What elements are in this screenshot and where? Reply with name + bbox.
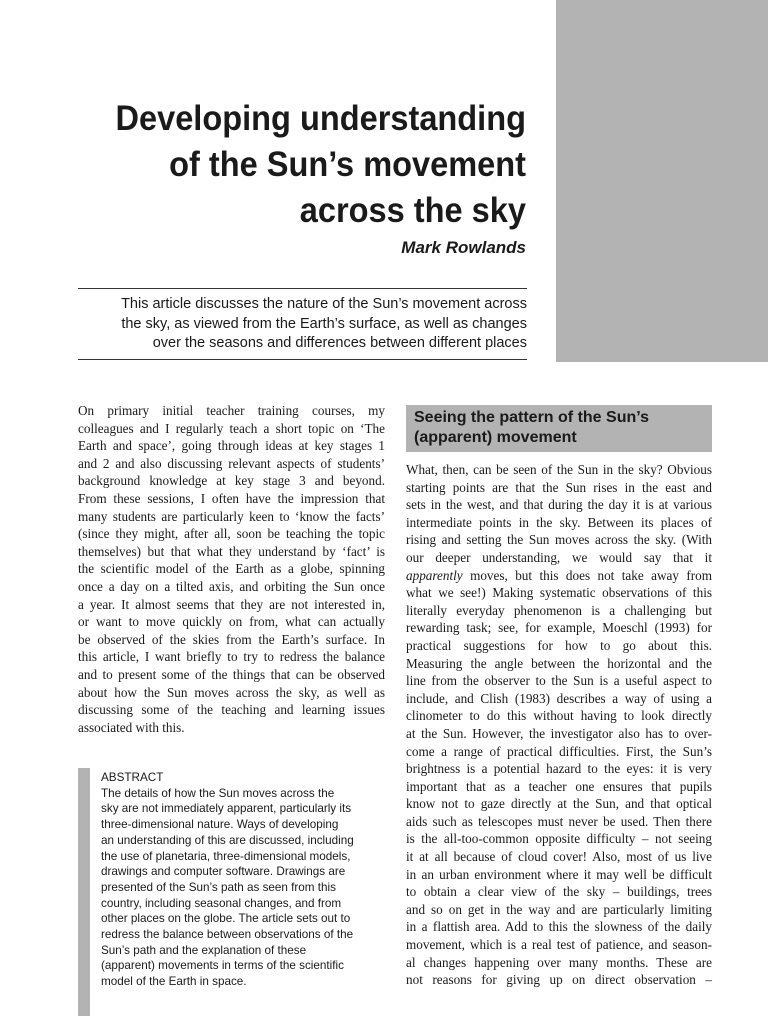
title-line: Developing understanding xyxy=(115,99,526,138)
text-line: starting points are that the Sun rises in the east and xyxy=(406,479,712,495)
text-line: movement, which is a real test of patience, and season- xyxy=(406,937,712,953)
abstract-line: (apparent) movements in terms of the scientific xyxy=(101,959,344,973)
abstract-box xyxy=(78,768,388,1016)
abstract-line: other places on the globe. The article sets out to xyxy=(101,912,351,926)
text-line: clinometer to do this without having to look directly xyxy=(406,708,712,724)
text-line: in an urban environment where it may well be difficult xyxy=(406,866,712,882)
text-line: and 2 and also discussing relevant aspects of students’ xyxy=(78,455,385,471)
title-line: across the sky xyxy=(299,191,526,230)
abstract-line: redress the balance between observations of the xyxy=(101,928,354,942)
text-line: it at all because of cloud cover! Also, most of us live xyxy=(406,849,712,865)
title-line: of the Sun’s movement xyxy=(169,145,527,184)
text-line: apparently moves, but this does not take away from xyxy=(406,567,712,583)
text-line: about how the Sun moves across the sky, as well as xyxy=(78,684,385,700)
text-line: (since they might, after all, soon be teaching the topic xyxy=(78,526,385,542)
text-line: On primary initial teacher training courses, my xyxy=(78,403,385,418)
section-heading-line: Seeing the pattern of the Sun’s xyxy=(414,409,649,426)
text-line: once a day on a tilted axis, and orbiting the Sun once xyxy=(78,578,385,594)
emphasis-word: apparently xyxy=(406,567,463,583)
summary-line: the sky, as viewed from the Earth’s surface, as well as changes xyxy=(121,315,527,332)
text-line: know not to gaze directly at the Sun, and that optical xyxy=(406,796,712,812)
intro-paragraph xyxy=(78,402,385,736)
abstract-line: drawings and computer software. Drawings are xyxy=(101,865,346,879)
section-heading-line: (apparent) movement xyxy=(414,429,577,446)
text-line: the scientific model of the Earth as a globe, spinning xyxy=(78,561,385,577)
abstract-line: model of the Earth in space. xyxy=(101,975,247,989)
abstract-side-bar xyxy=(78,768,90,1016)
text-line: in a flattish area. Add to this the slowness of the daily xyxy=(406,919,712,935)
text-line: our deeper understanding, we would say that it xyxy=(406,549,712,565)
text-line: at the Sun. However, the investigator also has to over- xyxy=(406,725,712,741)
text-line: discussing some of the teaching and learning issues xyxy=(78,702,385,718)
abstract-heading: ABSTRACT xyxy=(101,771,164,784)
summary-line: over the seasons and differences between different places xyxy=(152,335,527,351)
text-line: this article, I want briefly to try to redress the balance xyxy=(78,649,385,665)
text-line: is the all-too-common opposite difficulty – not seeing xyxy=(406,831,712,847)
text-line: and to present some of the things that can be observed xyxy=(78,666,385,682)
abstract-text xyxy=(101,770,391,990)
text-line: Measuring the angle between the horizontal and the xyxy=(406,655,712,671)
text-line: to obtain a clear view of the sky – buildings, trees xyxy=(406,884,712,900)
abstract-line: Sun’s path and the explanation of these xyxy=(101,943,307,957)
text-line: not reasons for giving up on direct observation – xyxy=(406,972,712,988)
abstract-line: the use of planetaria, three-dimensional models, xyxy=(101,849,351,863)
text-line: a year. It almost seems that they are not interested in, xyxy=(78,596,385,612)
text-line: rewarding task; see, for example, Moeschl (1993) for xyxy=(406,620,712,636)
text-line: brightness is a potential hazard to the eyes: it is very xyxy=(406,761,712,777)
abstract-line: country, including seasonal changes, and from xyxy=(101,896,342,910)
body-paragraph xyxy=(406,461,712,989)
text-line: What, then, can be seen of the Sun in the sky? Obvious xyxy=(406,462,712,477)
text-line: Earth and space’, going through ideas at key stages 1 xyxy=(78,438,385,454)
text-line: al changes happening over many months. These are xyxy=(406,954,712,970)
text-line: many students are particularly keen to ‘know the facts’ xyxy=(78,508,385,524)
text-line: associated with this. xyxy=(78,719,185,735)
abstract-line: presented of the Sun’s path as seen from this xyxy=(101,880,336,894)
text-line: intermediate points in the sky. Between its places of xyxy=(406,514,712,530)
text-line: include, and Clish (1983) describes a way of using a xyxy=(406,690,712,706)
abstract-line: The details of how the Sun moves across the xyxy=(101,786,335,800)
abstract-line: an understanding of this are discussed, including xyxy=(101,833,354,847)
summary-line: This article discusses the nature of the Sun’s movement across xyxy=(121,296,527,312)
text-line: sets in the west, and that during the day it is at various xyxy=(406,497,712,513)
text-line: line from the observer to the Sun is a useful aspect to xyxy=(406,673,712,689)
text-line: important that as a teacher one ensures that pupils xyxy=(406,778,712,794)
text-line: From these sessions, I often have the impression that xyxy=(78,490,385,506)
text-line: and so on get in the way and are particularly limiting xyxy=(406,901,712,917)
text-line: literally everyday phenomenon is a challenging but xyxy=(406,602,712,618)
section-heading xyxy=(406,405,712,452)
text-line: themselves) but that what they understand by ‘fact’ is xyxy=(78,543,385,559)
article-title xyxy=(80,96,526,234)
text-line: what we see!) Making systematic observations of this xyxy=(406,585,712,601)
abstract-line: sky are not immediately apparent, particularly its xyxy=(101,802,352,816)
text-line: be observed of the skies from the Earth’s surface. In xyxy=(78,631,385,647)
text-line: practical suggestions for how to go about this. xyxy=(406,637,712,653)
corner-grey-block xyxy=(556,0,768,362)
text-line: come a range of practical difficulties. First, the Sun’s xyxy=(406,743,712,759)
text-line: or want to move quickly on from, what can actually xyxy=(78,614,385,630)
text-line: aids such as telescopes must never be used. Then there xyxy=(406,813,712,829)
article-summary xyxy=(78,288,527,360)
text-line: colleagues and I regularly teach a short topic on ‘The xyxy=(78,420,385,436)
author-name: Mark Rowlands xyxy=(401,238,526,257)
text-line: background knowledge at key stage 3 and beyond. xyxy=(78,473,385,489)
text-line: rising and setting the Sun moves across the sky. (With xyxy=(406,532,712,548)
abstract-line: three-dimensional nature. Ways of developing xyxy=(101,818,339,832)
